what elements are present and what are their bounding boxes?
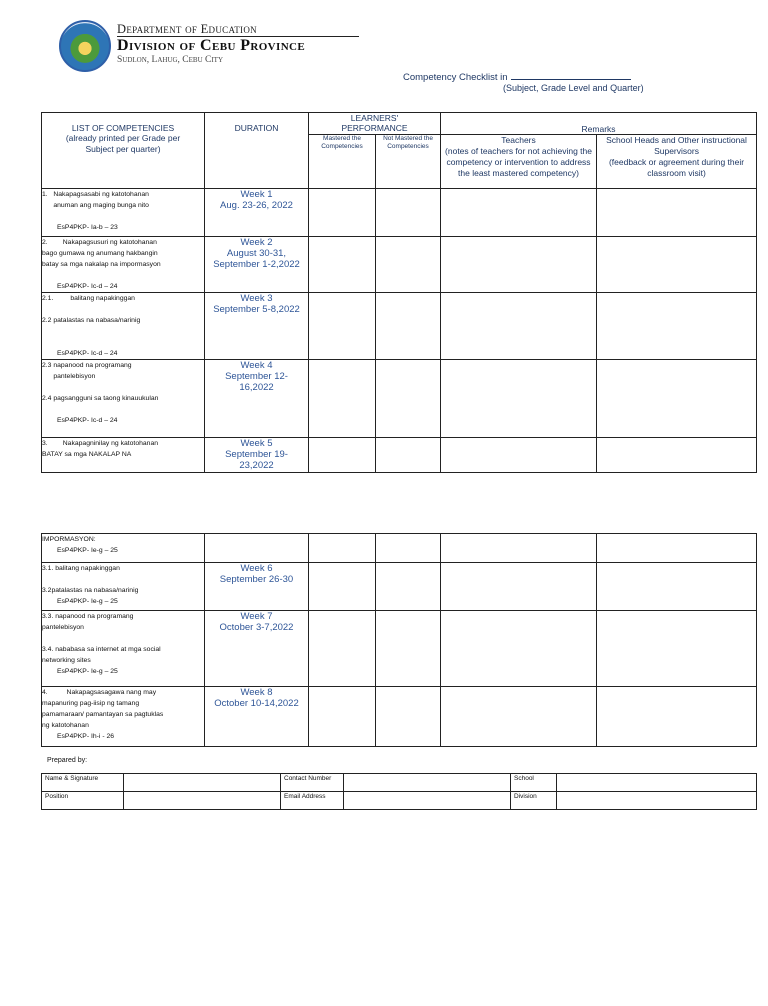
not-mastered-cell[interactable] [376,293,441,360]
competency-line: ng katotohanan [42,722,89,729]
division-name: Division of Cebu Province [117,37,306,54]
competency-line: EsP4PKP- Ic-d – 24 [57,350,118,357]
table-row [42,360,757,438]
not-mastered-cell[interactable] [376,687,441,747]
deped-seal-logo [59,20,111,72]
header-competencies [42,113,205,189]
duration-cell [205,189,309,237]
mastered-cell[interactable] [309,687,376,747]
competency-line [42,326,204,337]
mastered-cell[interactable] [309,189,376,237]
table-row [42,534,757,563]
header-school-heads [597,135,757,189]
competency-rows-page1 [42,189,757,473]
name-signature-label: Name & Signature [42,774,124,792]
competency-line: 3. Nakapagninilay ng katotohanan [42,440,159,447]
duration-cell [205,687,309,747]
competency-line: pantelebisyon [42,373,96,380]
teacher-remarks-cell[interactable] [441,534,597,563]
not-mastered-cell[interactable] [376,438,441,473]
duration-cell [205,438,309,473]
competency-line: 2.3 napanood na programang [42,362,132,369]
competency-line: 2.2 patalastas na nabasa/narinig [42,317,141,324]
competency-cell [42,687,205,747]
competency-line: 3.3. napanood na programang [42,613,134,620]
competency-line: 3.1. balitang napakinggan [42,565,120,572]
mastered-cell[interactable] [309,611,376,687]
competency-line: 2.1. balitang napakinggan [42,295,135,302]
competency-line: 1. Nakapagsasabi ng katotohanan [42,191,149,198]
week-label: Week 5 [240,438,273,449]
supervisor-remarks-cell[interactable] [597,438,757,473]
email-address-label: Email Address [281,792,344,810]
competency-line: anuman ang maging bunga nito [42,202,149,209]
not-mastered-cell[interactable] [376,189,441,237]
competency-line: networking sites [42,657,91,664]
checklist-title-text: Competency Checklist in [403,72,508,83]
table-row [42,237,757,293]
week-dates: September 12-16,2022 [225,371,288,393]
competency-cell [42,189,205,237]
competency-cell [42,563,205,611]
teacher-remarks-cell[interactable] [441,237,597,293]
contact-number-field[interactable] [344,774,511,792]
competency-rows-page2 [42,534,757,747]
checklist-subtitle: (Subject, Grade Level and Quarter) [503,83,644,93]
subject-blank-line[interactable] [511,70,631,80]
mastered-cell[interactable] [309,438,376,473]
week-label: Week 3 [240,293,273,304]
mastered-cell[interactable] [309,563,376,611]
competency-table-page1 [41,112,757,473]
duration-cell [205,563,309,611]
competency-line [42,270,204,281]
header-duration: DURATION [205,113,309,189]
header-teachers-sub: (notes of teachers for not achieving the competency or intervention to address the least mastered competency) [445,146,592,178]
header-school-heads-sub: (feedback or agreement during their classroom visit) [608,157,745,178]
teacher-remarks-cell[interactable] [441,438,597,473]
not-mastered-cell[interactable] [376,563,441,611]
not-mastered-cell[interactable] [376,611,441,687]
competency-line: pamamaraan/ pamantayan sa pagtuklas [42,711,164,718]
supervisor-remarks-cell[interactable] [597,534,757,563]
teacher-remarks-cell[interactable] [441,360,597,438]
competency-line [42,382,204,393]
supervisor-remarks-cell[interactable] [597,360,757,438]
header-mastered: Mastered the Competencies [309,135,376,189]
competency-line [42,211,204,222]
competency-line [42,404,204,415]
week-dates: August 30-31, September 1-2,2022 [213,248,300,270]
competency-line: BATAY sa mga NAKALAP NA [42,451,132,458]
checklist-title [403,70,631,83]
header-teachers [441,135,597,189]
header-competencies-title: LIST OF COMPETENCIES [71,123,175,133]
table-row [42,563,757,611]
week-label: Week 6 [240,563,273,574]
competency-line [42,304,204,315]
header-teachers-title: Teachers [501,135,536,145]
mastered-cell[interactable] [309,237,376,293]
competency-line: pantelebisyon [42,624,84,631]
competency-line: EsP4PKP- Ia-b – 23 [57,224,118,231]
competency-line: 4. Nakapagsasagawa nang may [42,689,157,696]
table-row [42,189,757,237]
week-dates: October 10-14,2022 [214,698,299,709]
competency-line: 2. Nakapagsusuri ng katotohanan [42,239,157,246]
position-field[interactable] [124,792,281,810]
competency-line: 2.4 pagsangguni sa taong kinauukulan [42,395,159,402]
duration-cell [205,534,309,563]
supervisor-remarks-cell[interactable] [597,237,757,293]
not-mastered-cell[interactable] [376,534,441,563]
teacher-remarks-cell[interactable] [441,293,597,360]
supervisor-remarks-cell[interactable] [597,293,757,360]
table-row [42,293,757,360]
competency-line: EsP4PKP- Ie-g – 25 [57,598,118,605]
mastered-cell[interactable] [309,534,376,563]
header-competencies-sub: (already printed per Grade per Subject per quarter) [65,133,181,154]
supervisor-remarks-cell[interactable] [597,611,757,687]
competency-line: 3.4. nababasa sa internet at mga social [42,646,161,653]
competency-line: EsP4PKP- Ih-i - 26 [57,733,115,740]
table-row [42,438,757,473]
school-label: School [511,774,557,792]
competency-cell [42,534,205,563]
department-name: Department of Education [117,22,257,36]
week-label: Week 1 [240,189,273,200]
competency-table-page2 [41,533,757,747]
duration-cell [205,611,309,687]
competency-line [42,633,204,644]
week-label: Week 4 [240,360,273,371]
competency-line: EsP4PKP- Ic-d – 24 [57,283,118,290]
competency-cell [42,611,205,687]
duration-cell [205,237,309,293]
week-label: Week 8 [240,687,273,698]
competency-cell [42,360,205,438]
competency-line: EsP4PKP- Ie-g – 25 [57,547,118,554]
teacher-remarks-cell[interactable] [441,611,597,687]
competency-line: batay sa mga nakalap na impormasyon [42,261,161,268]
duration-cell [205,360,309,438]
supervisor-remarks-cell[interactable] [597,563,757,611]
header-remarks: Remarks [441,113,757,135]
competency-line: mapanuring pag-iisip ng tamang [42,700,140,707]
header-learners-performance: LEARNERS' PERFORMANCE [309,113,441,135]
teacher-remarks-cell[interactable] [441,687,597,747]
week-label: Week 7 [240,611,273,622]
contact-number-label: Contact Number [281,774,344,792]
week-dates: September 26-30 [219,574,294,585]
supervisor-remarks-cell[interactable] [597,189,757,237]
name-signature-field[interactable] [124,774,281,792]
table-row [42,687,757,747]
week-label: Week 2 [240,237,273,248]
division-field[interactable] [557,792,757,810]
week-dates: October 3-7,2022 [219,622,294,633]
not-mastered-cell[interactable] [376,360,441,438]
competency-line: bago gumawa ng anumang hakbangin [42,250,158,257]
teacher-remarks-cell[interactable] [441,189,597,237]
week-dates: Aug. 23-26, 2022 [220,200,293,211]
header-not-mastered: Not Mastered the Competencies [376,135,441,189]
table-row [42,611,757,687]
week-dates: September 5-8,2022 [213,304,300,315]
duration-cell [205,293,309,360]
week-dates: September 19-23,2022 [225,449,288,471]
email-address-field[interactable] [344,792,511,810]
school-field[interactable] [557,774,757,792]
mastered-cell[interactable] [309,360,376,438]
competency-cell [42,438,205,473]
competency-line [42,337,204,348]
competency-line: EsP4PKP- Ie-g – 25 [57,668,118,675]
division-address: Sudlon, Lahug, Cebu City [117,55,224,65]
competency-line [42,574,204,585]
teacher-remarks-cell[interactable] [441,563,597,611]
competency-line: IMPORMASYON: [42,536,96,543]
prepared-by-label: Prepared by: [47,757,88,764]
division-label: Division [511,792,557,810]
supervisor-remarks-cell[interactable] [597,687,757,747]
competency-cell [42,237,205,293]
position-label: Position [42,792,124,810]
signature-table [41,773,757,810]
competency-line: EsP4PKP- Ic-d – 24 [57,417,118,424]
header-school-heads-title: School Heads and Other instructional Supervisors [606,135,747,156]
mastered-cell[interactable] [309,293,376,360]
competency-line: 3.2patalastas na nabasa/narinig [42,587,139,594]
competency-cell [42,293,205,360]
not-mastered-cell[interactable] [376,237,441,293]
